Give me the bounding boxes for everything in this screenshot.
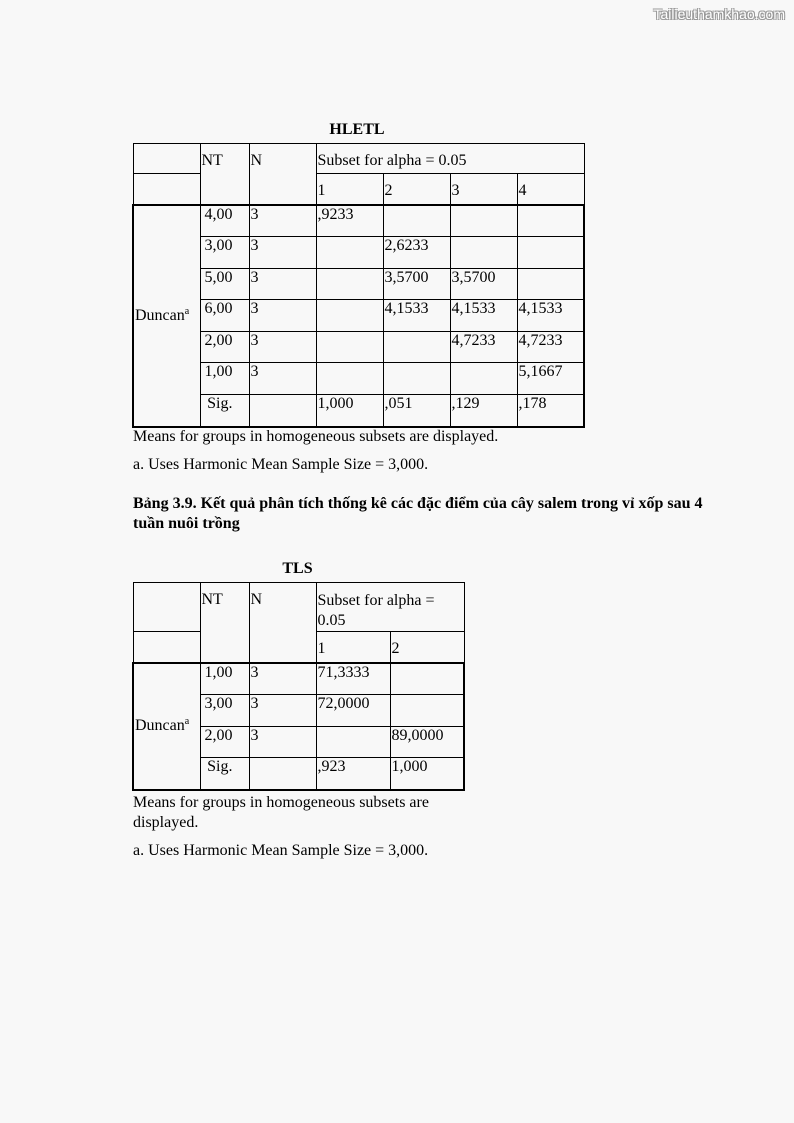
table-row: Duncan$^a$ 4,00 3 ,9233 <box>133 205 584 237</box>
table2-title: TLS <box>282 560 313 577</box>
header-nt: NT <box>200 583 249 663</box>
header-col: 1 <box>316 632 390 663</box>
table1-title: HLETL <box>329 121 385 138</box>
row-label-duncan: Duncan$^a$ <box>133 205 200 427</box>
table2 <box>132 582 465 791</box>
footnote-marker: a <box>184 716 190 728</box>
table-row: 3,00 3 72,0000 <box>133 695 464 727</box>
header-col: 2 <box>390 632 464 663</box>
corner-cell <box>133 632 200 663</box>
watermark-text: Tailieuthamkhao.com <box>653 6 785 22</box>
table1 <box>132 143 585 428</box>
table-row: 2,00 3 4,7233 4,7233 <box>133 331 584 363</box>
header-col: 4 <box>517 174 584 205</box>
table-row: 5,00 3 3,5700 3,5700 <box>133 268 584 300</box>
header-subset: Subset for alpha = 0.05 <box>316 144 584 174</box>
table-row-sig: Sig. 1,000 ,051 ,129 ,178 <box>133 395 584 427</box>
table2-note-means: Means for groups in homogeneous subsets are displayed. <box>133 794 429 831</box>
table2-note-harmonic: a. Uses Harmonic Mean Sample Size = 3,000. <box>133 842 429 859</box>
footnote-marker: a <box>184 305 190 317</box>
header-col: 2 <box>383 174 450 205</box>
header-subset: Subset for alpha = 0.05 <box>316 583 464 632</box>
table-row: 3,00 3 2,6233 <box>133 237 584 269</box>
table-row: 1,00 3 5,1667 <box>133 363 584 395</box>
table1-note-means: Means for groups in homogeneous subsets are displayed. <box>133 428 499 445</box>
table-row: 2,00 3 89,0000 <box>133 726 464 758</box>
table-row: Duncan$^a$ 1,00 3 71,3333 <box>133 663 464 695</box>
table-row: 6,00 3 4,1533 4,1533 4,1533 <box>133 300 584 332</box>
header-n: N <box>249 144 316 205</box>
row-label-duncan: Duncan$^a$ <box>133 663 200 790</box>
table1-note-harmonic: a. Uses Harmonic Mean Sample Size = 3,000. <box>133 456 429 473</box>
header-nt: NT <box>200 144 249 205</box>
header-col: 1 <box>316 174 383 205</box>
table-row-sig: Sig. ,923 1,000 <box>133 758 464 790</box>
corner-cell <box>133 144 200 174</box>
header-n: N <box>249 583 316 663</box>
header-col: 3 <box>450 174 517 205</box>
table-caption: Bảng 3.9. Kết quả phân tích thống kê các đặc điểm của cây salem trong vỉ xốp sau 4 tuần nuôi trồng <box>133 495 703 532</box>
corner-cell <box>133 583 200 632</box>
corner-cell <box>133 174 200 205</box>
